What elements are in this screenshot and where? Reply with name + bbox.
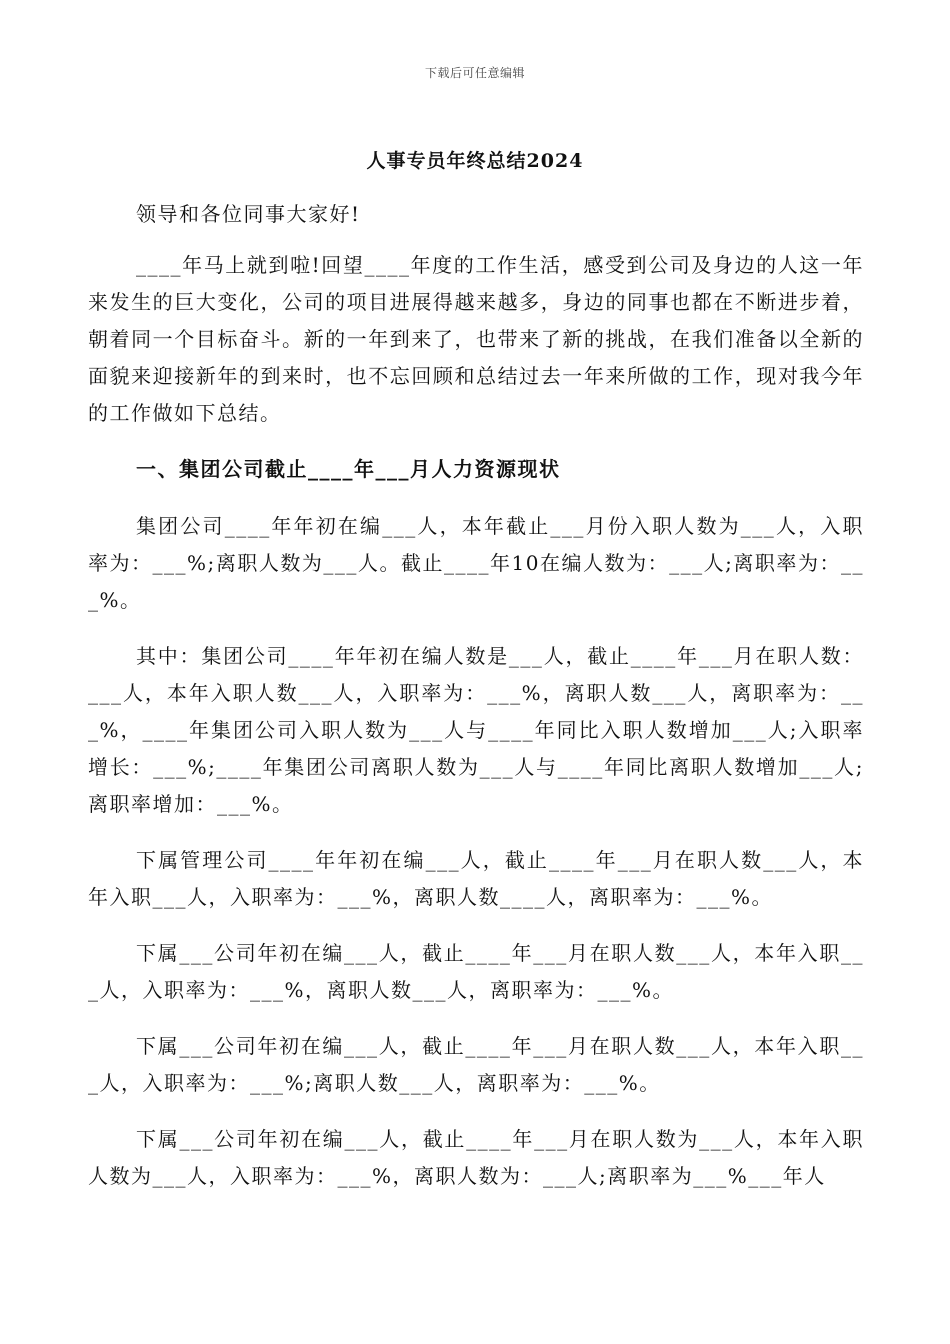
- header-note: 下载后可任意编辑: [424, 66, 525, 80]
- section-heading-1: 一、集团公司截止____年___月人力资源现状: [136, 457, 561, 481]
- body-paragraph-3: 下属管理公司____年年初在编___人，截止____年___月在职人数___人，本年入职___人，入职率为：___%，离职人数____人，离职率为：___%。: [88, 848, 864, 909]
- body-paragraph-4: 下属___公司年初在编___人，截止____年___月在职人数___人，本年入职___人，入职率为：___%，离职人数___人，离职率为：___%。: [88, 941, 864, 1002]
- greeting-paragraph: 领导和各位同事大家好!: [136, 202, 361, 226]
- intro-paragraph: ____年马上就到啦!回望____年度的工作生活，感受到公司及身边的人这一年来发生的巨大变化，公司的项目进展得越来越多，身边的同事也都在不断进步着，朝着同一个目标奋斗。新的一年到来了，也带来了新的挑战，在我们准备以全新的面貌来迎接新年的到来时，也不忘回顾和总结过去一年来所做的工作，现对我今年的工作做如下总结。: [88, 253, 864, 425]
- document-body: [88, 196, 864, 1214]
- body-paragraph-5: 下属___公司年初在编___人，截止____年___月在职人数___人，本年入职___人，入职率为：___%;离职人数___人，离职率为：___%。: [88, 1034, 864, 1095]
- body-paragraph-6: 下属___公司年初在编___人，截止____年___月在职人数为___人，本年入职人数为___人，入职率为：___%，离职人数为：___人;离职率为___%___年人: [88, 1127, 864, 1188]
- body-paragraph-2: 其中：集团公司____年年初在编人数是___人，截止____年___月在职人数：___人，本年入职人数___人，入职率为：___%，离职人数___人，离职率为：___%，____年集团公司入职人数为___人与____年同比入职人数增加___人;入职率增长：___%;____年集团公司离职人数为___人与____年同比离职人数增加___人;离职率增加：___%。: [88, 644, 864, 816]
- body-paragraph-1: 集团公司____年年初在编___人，本年截止___月份入职人数为___人，入职率为：___%;离职人数为___人。截止____年10在编人数为：___人;离职率为：___%。: [88, 514, 864, 612]
- document-title: 人事专员年终总结2024: [366, 150, 584, 172]
